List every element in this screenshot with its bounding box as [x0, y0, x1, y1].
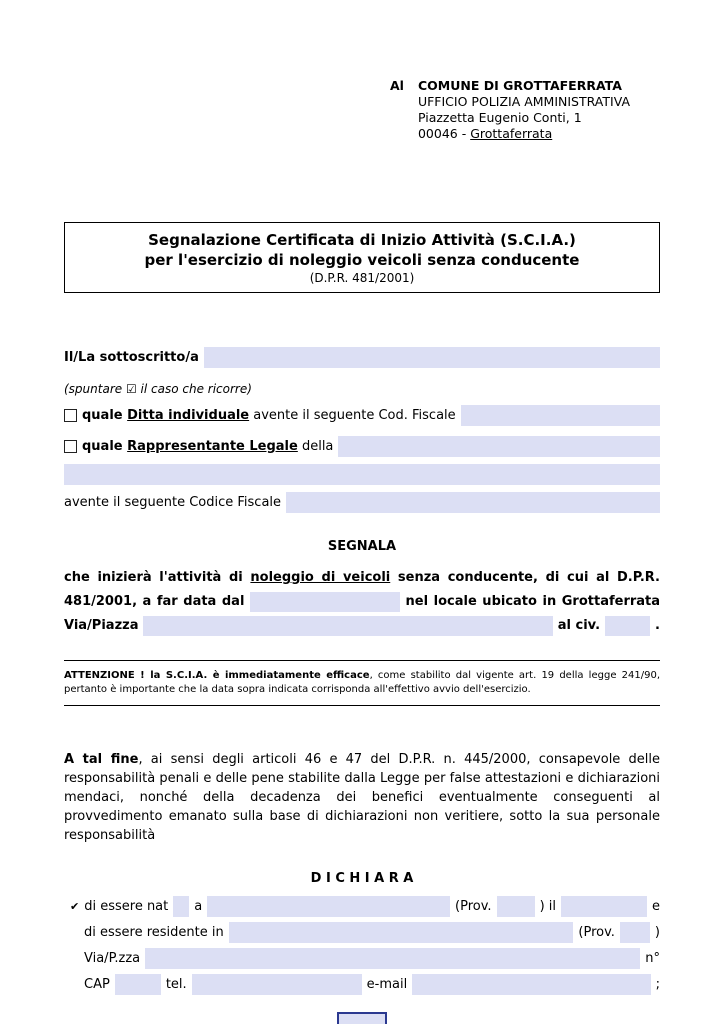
contacts-end: ;	[655, 977, 660, 992]
option-ditta-emph: Ditta individuale	[127, 407, 250, 423]
recipient-office: UFFICIO POLIZIA AMMINISTRATIVA	[417, 94, 631, 109]
birth-row	[70, 896, 660, 917]
hint-text: (spuntare ☑ il caso che ricorre)	[64, 382, 252, 396]
tel-label: tel.	[165, 977, 187, 992]
born-label: di essere nat	[84, 899, 169, 914]
ragione-sociale-continued-field[interactable]	[64, 464, 660, 485]
street-number-label: n°	[645, 951, 660, 966]
form-title-line3: (D.P.R. 481/2001)	[309, 271, 415, 285]
prov-residenza-label: (Prov.	[578, 925, 615, 940]
segnala-paragraph	[64, 566, 660, 638]
cod-fiscale-ditta-field[interactable]	[461, 405, 660, 426]
segnala-line1	[64, 566, 660, 590]
segnala-line1-underlined: noleggio di veicoli	[250, 570, 391, 585]
option-legale-label	[82, 439, 333, 454]
provincia-nascita-field[interactable]	[497, 896, 535, 917]
via-piazza-label: Via/Piazza	[64, 618, 139, 633]
cap-label: CAP	[84, 977, 110, 992]
segnala-line2	[64, 590, 660, 614]
comune-residenza-field[interactable]	[229, 922, 574, 943]
dichiara-heading: D I C H I A R A	[310, 871, 414, 886]
premise-text	[64, 750, 660, 845]
subscriber-name-field[interactable]	[204, 347, 660, 368]
warning-bold: ATTENZIONE ! la S.C.I.A. è immediatamente efficace	[64, 670, 370, 681]
option-legale-quale: quale	[82, 438, 128, 454]
option-ditta-quale: quale	[82, 407, 128, 423]
recipient-address	[390, 0, 660, 142]
codice-fiscale-row	[64, 492, 660, 513]
segnala-line2-b: nel locale ubicato in Grottaferrata	[405, 594, 661, 609]
partial-field-bottom[interactable]	[337, 1012, 387, 1024]
divider-bottom	[64, 705, 660, 706]
contacts-row	[84, 974, 660, 995]
recipient-lines	[418, 78, 630, 142]
recipient-al-label: Al	[390, 78, 404, 93]
nato-suffix-field[interactable]	[173, 896, 189, 917]
recipient-name: COMUNE DI GROTTAFERRATA	[417, 78, 622, 93]
street-row	[84, 948, 660, 969]
checkmark-icon: ✔	[70, 900, 80, 913]
via-residenza-field[interactable]	[145, 948, 640, 969]
il-label: ) il	[539, 899, 556, 914]
option-ditta-label	[82, 408, 456, 423]
page-content	[64, 0, 660, 995]
recipient-city: Grottaferrata	[470, 126, 553, 141]
divider-top	[64, 660, 660, 661]
segnala-line1-b: senza conducente, di cui al D.P.R.	[390, 570, 660, 585]
email-field[interactable]	[412, 974, 650, 995]
segnala-heading: SEGNALA	[327, 539, 397, 554]
data-inizio-field[interactable]	[250, 592, 400, 612]
checkbox-ditta-individuale[interactable]	[64, 409, 77, 422]
option-ditta-rest: avente il seguente Cod. Fiscale	[249, 407, 456, 423]
street-label: Via/P.zza	[84, 951, 141, 966]
codice-fiscale-label: avente il seguente Codice Fiscale	[64, 495, 282, 510]
cap-field[interactable]	[115, 974, 161, 995]
codice-fiscale-field[interactable]	[286, 492, 660, 513]
form-title-box	[64, 222, 660, 293]
checkbox-rappresentante-legale[interactable]	[64, 440, 77, 453]
luogo-nascita-field[interactable]	[207, 896, 450, 917]
recipient-cap: 00046 -	[417, 126, 471, 141]
premise-bold: A tal fine	[64, 752, 139, 767]
warning-text	[64, 669, 660, 697]
residence-row	[84, 922, 660, 943]
subscriber-row	[64, 347, 660, 368]
form-title-line2: per l'esercizio di noleggio veicoli senza conducente	[144, 251, 580, 269]
prov-residenza-close: )	[654, 925, 660, 940]
al-civ-label: al civ.	[557, 618, 601, 633]
recipient-city-line	[418, 126, 630, 142]
segnala-line2-a: 481/2001, a far data dal	[64, 594, 245, 609]
option-legale-emph: Rappresentante Legale	[127, 438, 298, 454]
option-legale-row	[64, 434, 660, 458]
civico-field[interactable]	[605, 616, 650, 636]
email-label: e-mail	[366, 977, 408, 992]
premise-rest: , ai sensi degli articoli 46 e 47 del D.P.R. n. 445/2000, consapevole delle responsabilità penali e delle pene stabilite dalla Legge per false attestazioni e dichiarazioni mendaci, nonché della decadenza dei benefici eventualmente conseguenti al provvedimento emanato sulla base di dichiarazioni non veritiere, sotto la sua personale responsabilità	[64, 752, 660, 843]
option-legale-rest: della	[297, 438, 334, 454]
residence-label: di essere residente in	[84, 925, 224, 940]
segnala-line3	[64, 614, 660, 638]
telefono-field[interactable]	[192, 974, 362, 995]
warning-rest: , come stabilito dal vigente art. 19 della legge 241/90, pertanto è importante che la data sopra indicata corrisponda all'effettivo avvio dell'esercizio.	[64, 670, 660, 695]
born-at-label: a	[194, 899, 203, 914]
e-label: e	[652, 899, 660, 914]
prov-nascita-label: (Prov.	[455, 899, 492, 914]
segnala-dot: .	[655, 618, 660, 633]
option-ditta-row	[64, 403, 660, 427]
via-piazza-field[interactable]	[143, 616, 552, 636]
subscriber-label: Il/La sottoscritto/a	[64, 350, 199, 365]
data-nascita-field[interactable]	[561, 896, 647, 917]
recipient-street: Piazzetta Eugenio Conti, 1	[417, 110, 582, 125]
provincia-residenza-field[interactable]	[620, 922, 650, 943]
ragione-sociale-field[interactable]	[338, 436, 660, 457]
segnala-line1-a: che inizierà l'attività di	[64, 570, 251, 585]
form-title-line1: Segnalazione Certificata di Inizio Attività (S.C.I.A.)	[148, 231, 576, 249]
